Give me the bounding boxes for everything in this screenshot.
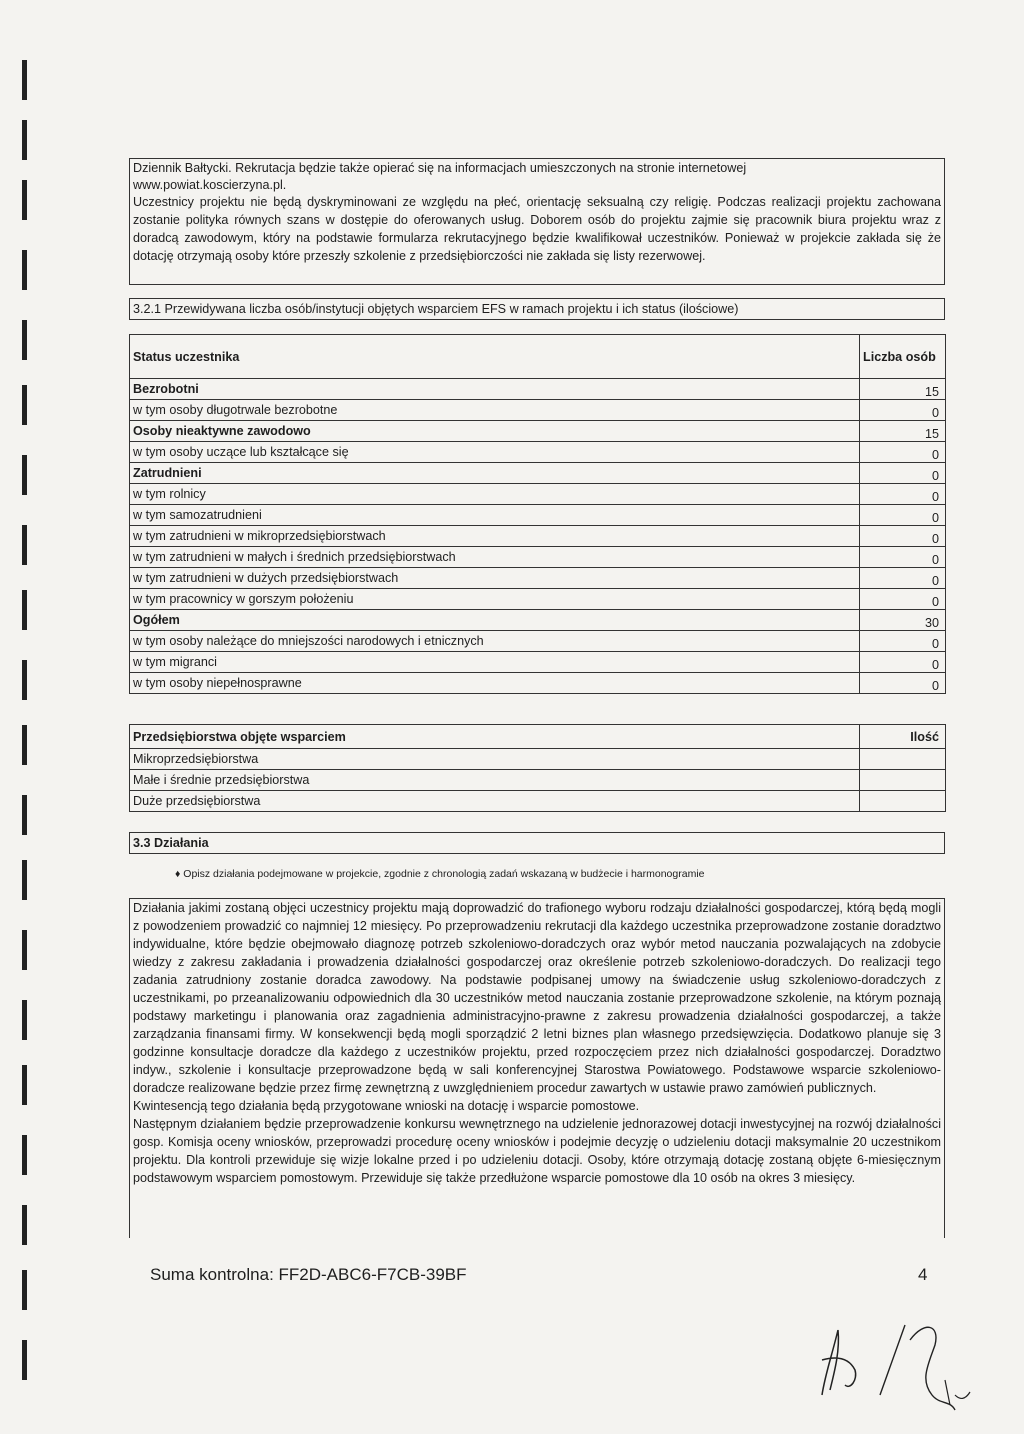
row-value: 0 (860, 484, 946, 505)
row-label: w tym osoby uczące lub kształcące się (130, 442, 860, 463)
binder-mark (22, 455, 27, 495)
table-row (130, 770, 946, 791)
row-value (860, 770, 946, 791)
row-value: 0 (860, 400, 946, 421)
row-label: w tym osoby długotrwale bezrobotne (130, 400, 860, 421)
status-table-header (130, 335, 946, 379)
row-value: 0 (860, 442, 946, 463)
table-row (130, 463, 946, 484)
intro-box (129, 158, 945, 285)
row-label: w tym zatrudnieni w dużych przedsiębiorstwach (130, 568, 860, 589)
row-value: 0 (860, 673, 946, 694)
page-number: 4 (918, 1265, 928, 1284)
row-value: 0 (860, 589, 946, 610)
binder-mark (22, 795, 27, 835)
row-value (860, 791, 946, 812)
row-label: Mikroprzedsiębiorstwa (130, 749, 860, 770)
row-value: 0 (860, 631, 946, 652)
binder-mark (22, 250, 27, 290)
section-33-title: 3.3 Działania (133, 836, 209, 850)
enterprise-table (129, 724, 946, 812)
table-row (130, 673, 946, 694)
row-label: w tym pracownicy w gorszym położeniu (130, 589, 860, 610)
row-label: w tym osoby niepełnosprawne (130, 673, 860, 694)
binder-mark (22, 930, 27, 970)
row-value: 15 (860, 421, 946, 442)
table-row (130, 421, 946, 442)
row-label: w tym samozatrudnieni (130, 505, 860, 526)
table-row (130, 652, 946, 673)
binder-mark (22, 1135, 27, 1175)
section-321-title-box (129, 298, 945, 320)
row-label: Bezrobotni (130, 379, 860, 400)
status-header-label: Status uczestnika (130, 335, 860, 379)
row-label: Duże przedsiębiorstwa (130, 791, 860, 812)
binder-mark (22, 320, 27, 360)
status-header-count: Liczba osób (860, 335, 946, 379)
binder-mark (22, 725, 27, 765)
row-label: Ogółem (130, 610, 860, 631)
binder-mark (22, 1340, 27, 1380)
row-value: 0 (860, 505, 946, 526)
binder-mark (22, 860, 27, 900)
intro-paragraph: Uczestnicy projektu nie będą dyskryminowani ze względu na płeć, orientację seksualną czy religię. Podczas realizacji projektu zachowana zostanie polityka równych szans w dostępie do oferowanych usług. Doborem osób do projektu zajmie się pracownik biura projektu wraz z doradcą zawodowym, który na podstawie formularza rekrutacyjnego będzie kwalifikował uczestników. Ponieważ w projekcie zakłada się że dotację otrzymają osoby które przeszły szkolenie z przedsiębiorczości nie zakłada się listy rezerwowej. (133, 195, 941, 263)
row-value: 0 (860, 463, 946, 484)
binder-mark (22, 1205, 27, 1245)
enterprise-table-header (130, 725, 946, 749)
table-row (130, 610, 946, 631)
enterprise-header-label: Przedsiębiorstwa objęte wsparciem (130, 725, 860, 749)
binder-mark (22, 660, 27, 700)
row-value: 0 (860, 568, 946, 589)
table-row (130, 400, 946, 421)
section-33-instruction: ♦ Opisz działania podejmowane w projekcie, zgodnie z chronologią zadań wskazaną w budżecie i harmonogramie (175, 868, 705, 880)
table-row (130, 442, 946, 463)
signature-initials (810, 1300, 980, 1420)
table-row (130, 484, 946, 505)
binder-mark (22, 590, 27, 630)
row-label: w tym zatrudnieni w mikroprzedsiębiorstwach (130, 526, 860, 547)
intro-url: www.powiat.koscierzyna.pl. (133, 178, 287, 192)
table-row (130, 526, 946, 547)
binder-mark (22, 1270, 27, 1310)
binder-mark (22, 180, 27, 220)
row-value: 0 (860, 547, 946, 568)
row-label: w tym osoby należące do mniejszości narodowych i etnicznych (130, 631, 860, 652)
table-row (130, 505, 946, 526)
intro-line: Dziennik Bałtycki. Rekrutacja będzie także opierać się na informacjach umieszczonych na stronie internetowej (133, 161, 747, 175)
row-label: Osoby nieaktywne zawodowo (130, 421, 860, 442)
table-row (130, 379, 946, 400)
table-row (130, 568, 946, 589)
table-row (130, 589, 946, 610)
status-table (129, 334, 946, 694)
row-value (860, 749, 946, 770)
enterprise-header-count: Ilość (860, 725, 946, 749)
section-33-paragraph-3: Następnym działaniem będzie przeprowadzenie konkursu wewnętrznego na udzielenie jednorazowej dotacji inwestycyjnej na rozwój działalności gosp. Komisja oceny wniosków, przeprowadzi procedurę oceny wniosków i podejmie decyzję o udzieleniu dotacji maksymalnie 20 uczestnikom projektu. Dla kontroli przewiduje się wizje lokalne przed i po udzieleniu dotacji. Osoby, które otrzymają dotację zostaną objęte 6-miesięcznym podstawowym wsparciem pomostowym. Przewiduje się także przedłużone wsparcie pomostowe dla 10 osób na okres 3 miesięcy. (133, 1117, 941, 1185)
binder-mark (22, 1000, 27, 1040)
row-label: w tym zatrudnieni w małych i średnich przedsiębiorstwach (130, 547, 860, 568)
binder-mark (22, 385, 27, 425)
row-value: 0 (860, 526, 946, 547)
row-value: 0 (860, 652, 946, 673)
table-row (130, 631, 946, 652)
row-label: w tym rolnicy (130, 484, 860, 505)
section-33-paragraph-2: Kwintesencją tego działania będą przygotowane wnioski na dotację i wsparcie pomostowe. (133, 1099, 640, 1113)
table-row (130, 547, 946, 568)
binder-mark (22, 60, 27, 100)
row-label: w tym migranci (130, 652, 860, 673)
table-row (130, 749, 946, 770)
row-value: 30 (860, 610, 946, 631)
binder-mark (22, 120, 27, 160)
row-label: Małe i średnie przedsiębiorstwa (130, 770, 860, 791)
row-value: 15 (860, 379, 946, 400)
binder-mark (22, 525, 27, 565)
table-row (130, 791, 946, 812)
binder-mark (22, 1065, 27, 1105)
section-33-body (129, 898, 945, 1238)
row-label: Zatrudnieni (130, 463, 860, 484)
section-321-title: 3.2.1 Przewidywana liczba osób/instytucji objętych wsparciem EFS w ramach projektu i ich status (ilościowe) (133, 302, 739, 316)
section-33-paragraph-1: Działania jakimi zostaną objęci uczestnicy projektu mają doprowadzić do trafionego wyboru rodzaju działalności gospodarczej, którą będą mogli z powodzeniem prowadzić co najmniej 12 miesięcy. Po przeprowadzeniu rekrutacji dla każdego uczestnika przeprowadzone zostanie doradztwo indywidualne, które będzie obejmowało diagnozę potrzeb szkoleniowo-doradczych oraz wybór metod nauczania pozwalających na zdobycie wiedzy z zakresu zakładania i prowadzenia działalności gospodarczej oraz określenie potrzeb szkoleniowo-doradczych. Do realizacji tego zadania zatrudniony zostanie doradca zawodowy. Na podstawie podpisanej umowy na świadczenie usług szkoleniowo-doradczych z uczestnikami, po przeanalizowaniu odpowiednich dla 30 uczestników metod nauczania zostanie przeprowadzone szkolenie, na którym poznają podstawy marketingu i planowania oraz zagadnienia administracyjno-prawne z zakresu prowadzenia działalności gospodarczej, a także zarządzania finansami firmy. W konsekwencji będą mogli sporządzić 2 letni biznes plan własnego przedsięwzięcia. Dodatkowo planuje się 3 godzinne konsultacje doradcze dla każdego z uczestników projektu, przed rozpoczęciem przez nich działalności gospodarczej. Doradztwo indyw., szkolenie i konsultacje przeprowadzone będą w sali konferencyjnej Starostwa Powiatowego. Podstawowe wsparcie szkoleniowo-doradcze realizowane będzie przez firmę zewnętrzną z uwzględnieniem procedur zawartych w ustawie prawo zamówień publicznych. (133, 901, 941, 1095)
section-33-title-box (129, 832, 945, 854)
checksum: Suma kontrolna: FF2D-ABC6-F7CB-39BF (150, 1265, 467, 1284)
